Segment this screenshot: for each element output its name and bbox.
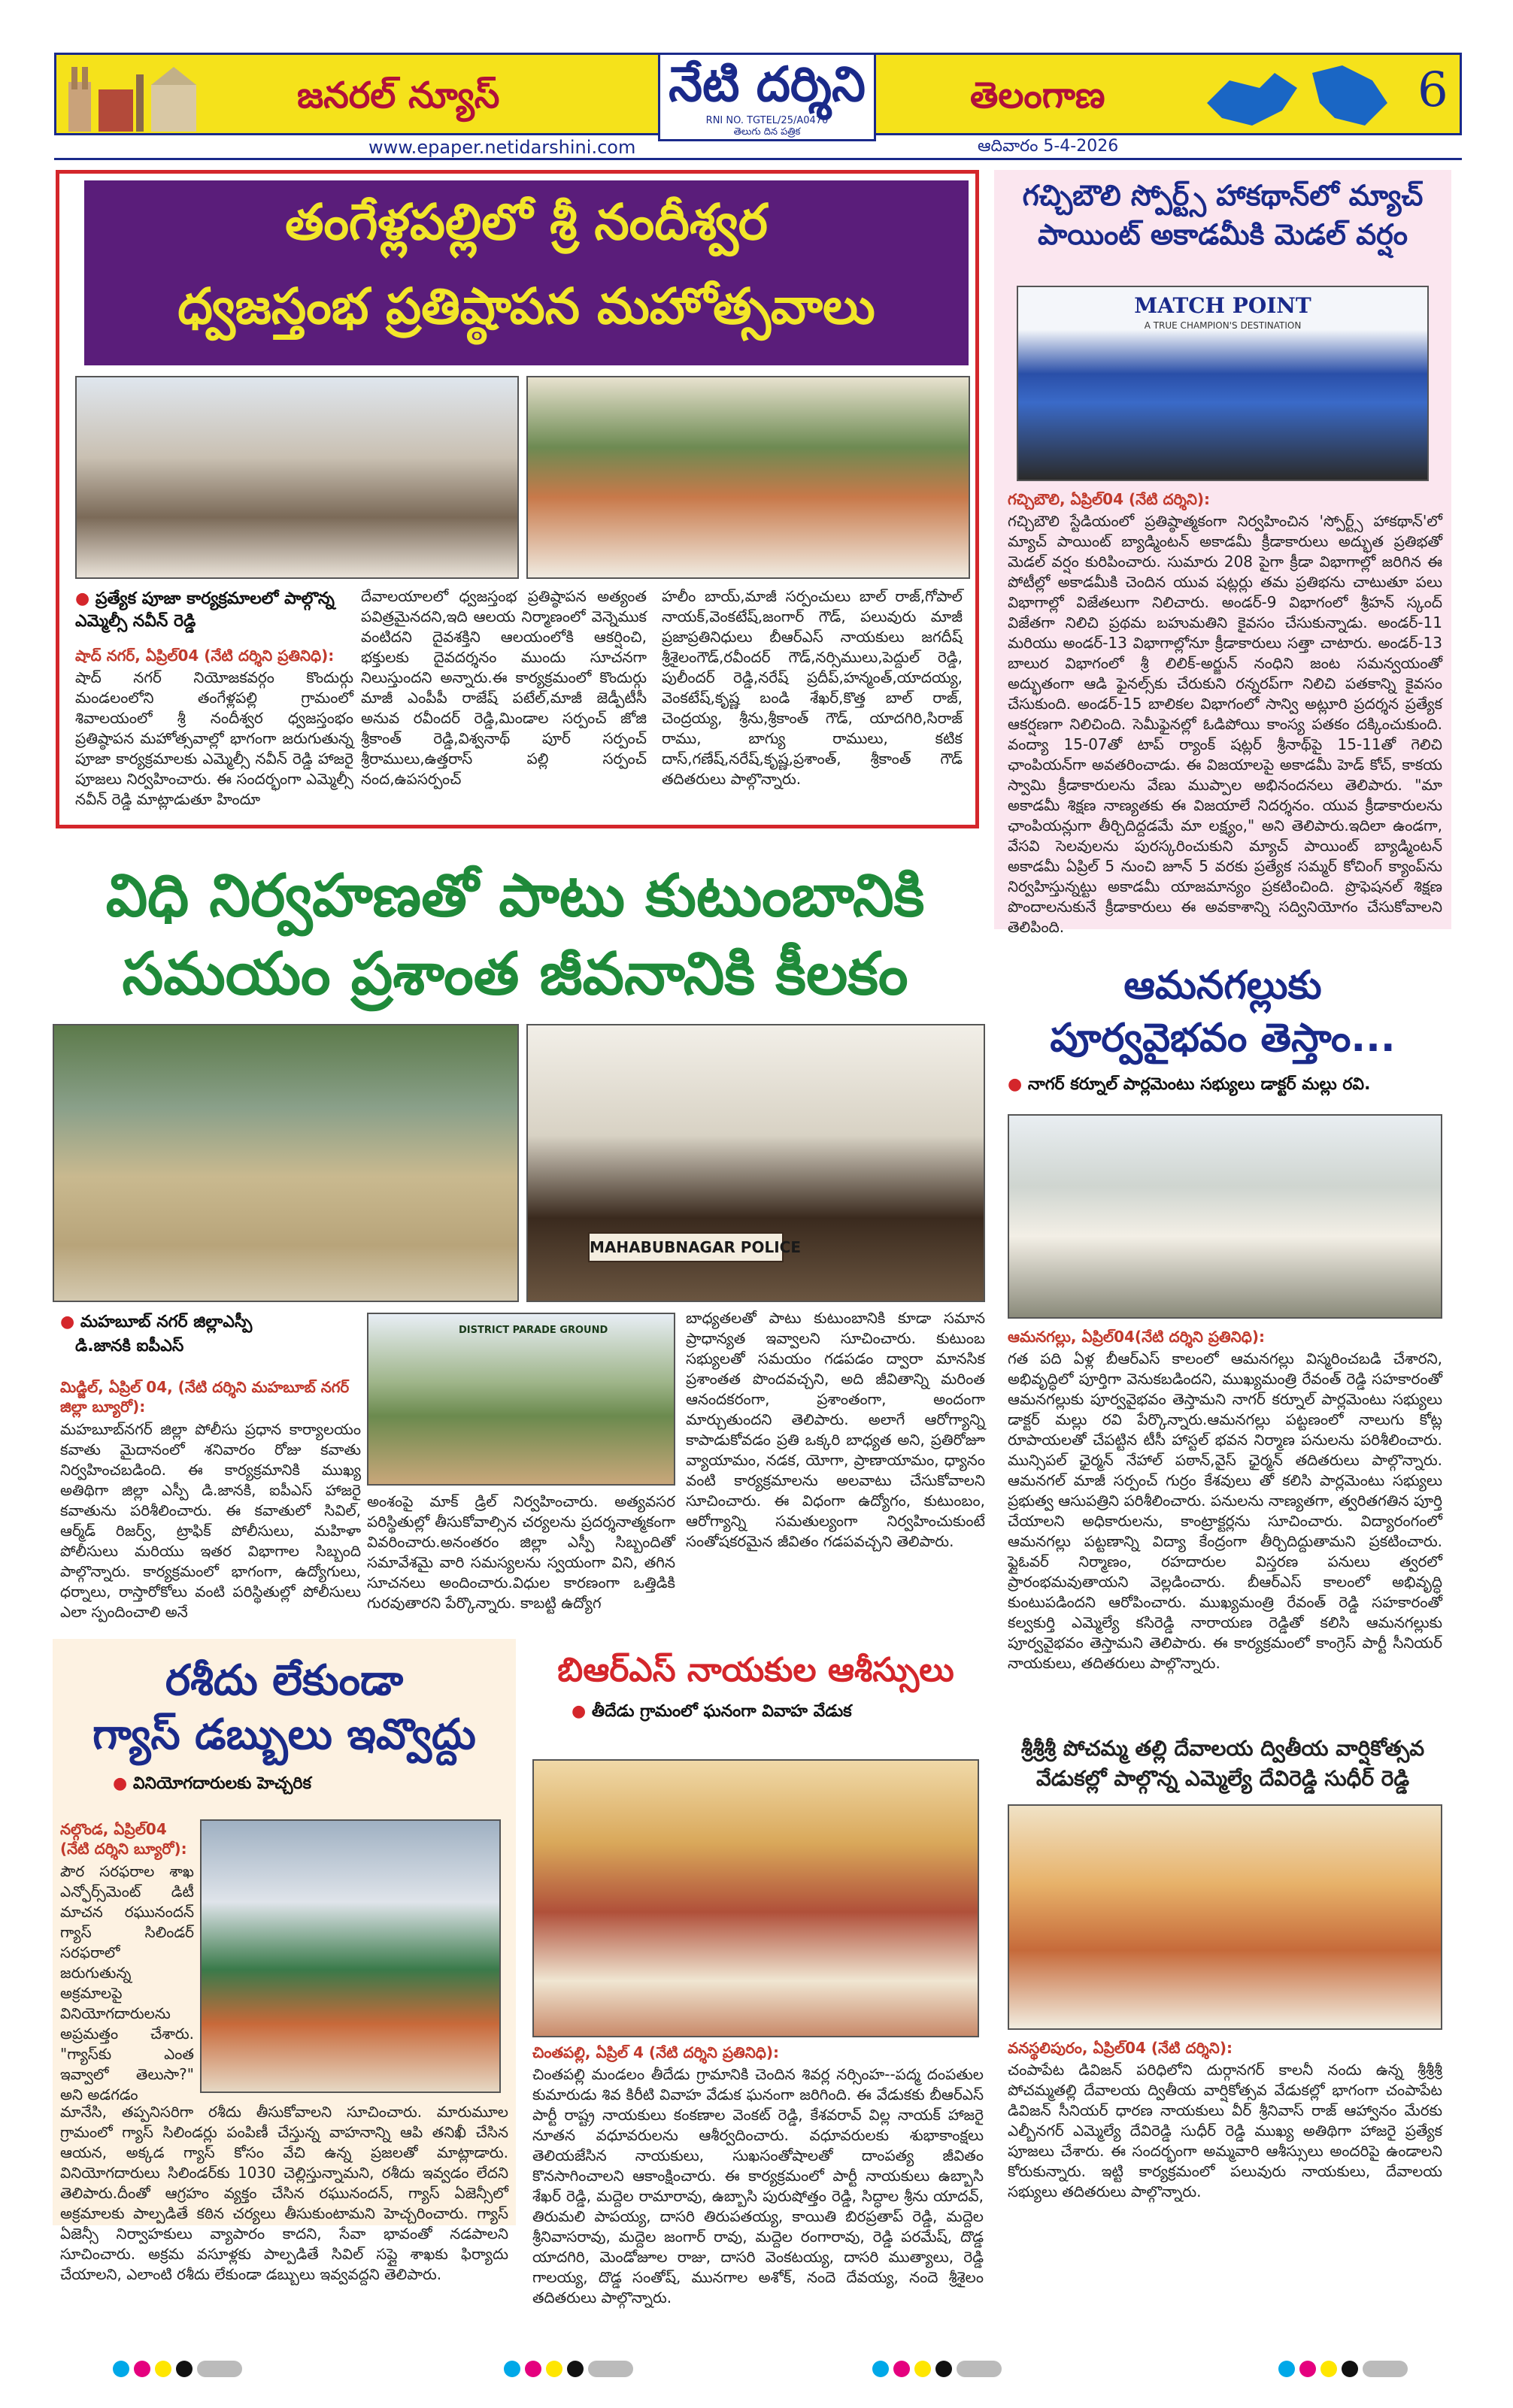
- logo-tagline: తెలుగు దిన పత్రిక: [733, 126, 801, 138]
- story-pochamma-dateline: వనస్థలిపురం, ఏప్రిల్04 (నేటి దర్శిని):: [1008, 2039, 1233, 2057]
- photo-gas-inspection: [200, 1819, 501, 2093]
- magenta-mark: [1299, 2361, 1316, 2377]
- story-nandeeshwara-headline: [84, 180, 969, 365]
- photo-parade-ground: [367, 1313, 675, 1486]
- issue-date: ఆదివారం 5-4-2026: [978, 137, 1119, 156]
- photo-wedding: [532, 1759, 979, 2037]
- newspaper-logo: [658, 53, 876, 141]
- grey-mark: [1363, 2361, 1408, 2377]
- story-gas-col-narrow: పౌర సరఫరాల శాఖ ఎన్ఫోర్స్‌మెంట్ డిటీ మాచన రఘునందన్ గ్యాస్ సిలిండర్ సరఫరాలో జరుగుతున్న అక్రమాలపై వినియోగదారులను అప్రమత్తం చేశారు. "గ్యాస్‌కు ఎంత ఇవ్వాలో తెలుసా?" అని అడగడం: [60, 1862, 194, 2104]
- story-gas-dateline: నల్గొండ, ఏప్రిల్04 (నేటి దర్శిని బ్యూరో):: [60, 1820, 187, 1858]
- story-matchpoint-body: గచ్చిబౌలి స్టేడియంలో ప్రతిష్ఠాత్మకంగా నిర్వహించిన 'స్పోర్ట్స్ హాకథాన్'లో మ్యాచ్ పాయింట్ బ్యాడ్మింటన్ అకాడమీ క్రీడాకారులు అద్భుత ప్రతిభతో మెడల్ వర్షం కురిపించారు. సుమారు 208 పైగా క్రీడా విభాగాల్లో జరిగిన ఈ పోటీల్లో అకాడమీకి చెందిన యువ షట్లర్లు తమ ప్రతిభను చాటుతూ పలు విభాగాల్లో విజేతలుగా నిలిచారు. అండర్-9 విభాగంలో శ్రీహన్ స్కంద్ విజేతగా నిలిచి ప్రథమ బహుమతిని కైవసం చేసుకున్నాడు. అండర్-11 మరియు అండర్-13 విభాగాల్లోనూ క్రీడాకారులు సత్తా చాటారు. అండర్-13 బాలుర విభాగంలో శ్రీ లిలిక్-అర్జున్ నంధిని జంట సమన్వయంతో అద్భుతంగా ఆడి ఫైనల్స్‌కు చేరుకుని రన్నరప్‌గా నిలిచి పతకాన్ని కైవసం చేసుకుంది. అండర్-15 బాలికల విభాగంలో సాన్వి అట్లూరి ప్రదర్శన ప్రత్యేక ఆకర్షణగా నిలిచింది. సెమీఫైనల్లో ఓడిపోయి కాంస్య పతకం దక్కించుకుంది. వంద్యా 15-07తో టాప్ ర్యాంక్ షట్లర్ శ్రీనాథ్‌పై 15-11తో గెలిచి ఛాంపియన్‌గా అవతరించాడు. ఈ విజయాలపై అకాడమీ హెడ్ కోచ్, కాకయ స్వామి క్రీడాకారులను వేణు ముప్పాల అభినందనలు తెలిపారు. "మా అకాడమీ శిక్షణ నాణ్యతకు ఈ విజయాలే నిదర్శనం. యువ క్రీడాకారులను ఛాంపియన్లుగా తీర్చిదిద్దడమే మా లక్ష్యం," అని తెలిపారు.ఇదిలా ఉండగా, వేసవి సెలవులను పురస్కరించుకుని మ్యాచ్ పాయింట్ బ్యాడ్మింటన్ అకాడమీ ఏప్రిల్ 5 నుంచి జూన్ 5 వరకు ప్రత్యేక సమ్మర్ కోచింగ్ క్యాంప్‌ను నిర్వహిస్తున్నట్టు అకాడమీ యాజమాన్యం ప్రకటించింది. ప్రొఫెషనల్ శిక్షణ పొందాలనుకునే క్రీడాకారులు ఈ అవకాశాన్ని సద్వినియోగం చేసుకోవాలని తెలిపింది.: [1008, 512, 1442, 936]
- grey-mark: [957, 2361, 1002, 2377]
- story-gas-subhead: [113, 1774, 489, 1797]
- logo-rni: RNI NO. TGTEL/25/A0470: [705, 115, 829, 126]
- yellow-mark: [914, 2361, 931, 2377]
- epaper-url[interactable]: www.epaper.netidarshini.com: [368, 137, 636, 158]
- photo-banner-tag: A TRUE CHAMPION'S DESTINATION: [1144, 320, 1302, 331]
- story-police-headline-2: సమయం ప్రశాంత జీవనానికి కీలకం: [122, 940, 908, 1008]
- story-nandeeshwara-col1: షాద్ నగర్ నియోజకవర్గం కొందుర్గు మండలంలోని తంగేళ్లపల్లి గ్రామంలో శివాలయంలో శ్రీ నందీశ్వర ధ్వజస్తంభం ప్రతిష్ఠాపన మహోత్సవాల్లో భాగంగా జరుగుతున్న పూజా కార్యక్రమాలకు ఎమ్మెల్సీ నవీన్ రెడ్డి హాజరై పూజలు నిర్వహించారు. ఈ సందర్భంగా ఎమ్మెల్సీ నవీన్ రెడ్డి మాట్లాడుతూ హిందూ: [75, 668, 353, 808]
- black-mark: [935, 2361, 952, 2377]
- grey-mark: [197, 2361, 242, 2377]
- photo-mp-inspection: [1008, 1114, 1442, 1319]
- story-police-caption: [60, 1313, 361, 1335]
- photo-mlc-pooja: [75, 376, 519, 579]
- story-brs-dateline: చింతపల్లి, ఏప్రిల్ 4 (నేటి దర్శిని ప్రతినిధి):: [532, 2043, 779, 2061]
- masthead-rule: [54, 158, 1462, 160]
- magenta-mark: [525, 2361, 541, 2377]
- yellow-mark: [1320, 2361, 1337, 2377]
- headline-line-1: గచ్చిబౌలి స్పోర్ట్స్ హాకథాన్‌లో మ్యాచ్: [1022, 179, 1424, 212]
- story-nandeeshwara-dateline: షాద్ నగర్, ఏప్రిల్04 (నేటి దర్శిని ప్రతినిధి):: [75, 647, 335, 665]
- photo-matchpoint-team: [1017, 286, 1429, 481]
- headline-line-2: గ్యాస్ డబ్బులు ఇవ్వొద్దు: [92, 1710, 476, 1759]
- yellow-mark: [155, 2361, 171, 2377]
- story-gas-headline: [53, 1654, 516, 1762]
- podium-sign: MAHABUBNAGAR POLICE: [588, 1232, 784, 1262]
- grey-mark: [588, 2361, 633, 2377]
- story-brs-body: చింతపల్లి మండలం తీదేడు గ్రామానికి చెందిన శివర్ల నర్సింహ--పద్మ దంపతుల కుమారుడు శివ కిరీటి వివాహ వేడుక ఘనంగా జరిగింది. ఈ వేడుకకు బీఆర్ఎస్ పార్టీ రాష్ట్ర నాయకులు కంకణాల వెంకట్ రెడ్డి, కేశవరావ్ విల్ల నాయక్ హాజరై నూతన వధూవరులను ఆశీర్వదించారు. వధూవరులకు శుభాకాంక్షలు తెలియజేసిన నాయకులు, సుఖసంతోషాలతో దాంపత్య జీవితం కొనసాగించాలని ఆకాంక్షించారు. ఈ కార్యక్రమంలో పార్టీ నాయకులు ఉబ్బాసి శేఖర్ రెడ్డి, మద్దెల రామారావు, ఉబ్బాసి పురుషోత్తం రెడ్డి, సిద్ధాల శ్రీను యాదవ్, తిరుమలి పాపయ్య, దాసరి తిరుపతయ్య, కాయితి బిరప్రతాప్ రెడ్డి, మద్దెల శ్రీనివాసరావు, మద్దెల జంగార్ రావు, మద్దెల రంగారావు, రెడ్డి పరమేష్, దొడ్డ యాదగిరి, మెండోజూల రాజు, దాసరి వెంకటయ్య, దాసరి ముత్యాలు, రెడ్డి గాలయ్య, దొడ్డ సంతోష్, మునగాల అశోక్, నందె దేవయ్య, నందె శ్రీశైలం తదితరులు పాల్గొన్నారు.: [532, 2065, 984, 2307]
- headline-line-2: వేడుకల్లో పాల్గొన్న ఎమ్మెల్యే దేవిరెడ్డి సుధీర్ రెడ్డి: [1035, 1766, 1410, 1791]
- story-amanagallu-dateline: ఆమనగల్లు, ఏప్రిల్04(నేటి దర్శిని ప్రతినిధి):: [1008, 1328, 1265, 1346]
- story-nandeeshwara-caption: [75, 588, 353, 633]
- story-pochamma-body: చంపాపేట డివిజన్ పరిధిలోని దుర్గానగర్ కాలనీ నందు ఉన్న శ్రీశ్రీశ్రీ పోచమ్మతల్లి దేవాలయ ద్వితీయ వార్షికోత్సవ వేడుకల్లో భాగంగా చంపాపేట డివిజన్ సీనియర్ ధారణ నాయకులు వీర్ శ్రీనివాస్ రాజ్ ఆహ్వానం మేరకు ఎల్బీనగర్ ఎమ్మెల్యే దేవిరెడ్డి సుధీర్ రెడ్డి ముఖ్య అతిథిగా హాజరై ప్రత్యేక పూజలు చేశారు. ఈ సందర్భంగా అమ్మవారి ఆశీస్సులు అందరిపై ఉండాలని కోరుకున్నారు. ఇట్టి కార్యక్రమంలో పలువురు నాయకులు, దేవాలయ సభ్యులు తదితరులు పాల్గొన్నారు.: [1008, 2061, 1442, 2201]
- registration-marks-center: [504, 2361, 633, 2377]
- subhead-text: వినియోగదారులకు హెచ్చరిక: [132, 1774, 311, 1793]
- story-brs-subhead: [572, 1702, 978, 1725]
- story-gas-body: మానేసి, తప్పనిసరిగా రశీదు తీసుకోవాలని సూచించారు. మారుమూల గ్రామంలో గ్యాస్ సిలిండర్లు పంపిణీ చేస్తున్న వాహనాన్ని ఆపి తనిఖీ చేసిన ఆయన, అక్కడ గ్యాస్ కోసం వేచి ఉన్న ప్రజలతో మాట్లాడారు. వినియోగదారులు సిలిండర్‌కు 1030 చెల్లిస్తున్నామని, రశీదు ఇవ్వడం లేదని తెలిపారు.దీంతో ఆగ్రహం వ్యక్తం చేసిన రఘునందన్, గ్యాస్ ఏజెన్సీలో అక్రమాలకు పాల్పడితే కఠిన చర్యలు తీసుకుంటామని హెచ్చరించారు. గ్యాస్ ఏజెన్సీ నిర్వాహకులు వ్యాపారం కాదని, సేవా భావంతో నడపాలని సూచించారు. అక్రమ వసూళ్లకు పాల్పడితే సివిల్ సప్లై శాఖకు ఫిర్యాదు చేయాలని, ఎలాంటి రశీదు లేకుండా డబ్బులు ఇవ్వవద్దని తెలిపారు.: [60, 2103, 508, 2283]
- logo-text: నేటి దర్శిని: [669, 57, 866, 113]
- story-police-dateline: మిడ్జిల్, ఏప్రిల్ 04, (నేటి దర్శిని మహబూబ్ నగర్ జిల్లా బ్యూరో):: [60, 1378, 350, 1416]
- story-police-col3: బాధ్యతలతో పాటు కుటుంబానికి కూడా సమాన ప్రాధాన్యత ఇవ్వాలని సూచించారు. కుటుంబ సభ్యులతో సమయం గడపడం ద్వారా మానసిక ప్రశాంతత పొందవచ్చని, అది జీవితాన్ని మరింత ఆనందకరంగా, ప్రశాంతంగా, అందంగా మార్చుతుందని తెలిపారు. అలాగే ఆరోగ్యాన్ని కాపాడుకోవడం ప్రతి ఒక్కరి బాధ్యత అని, ప్రతిరోజూ వ్యాయామం, నడక, యోగా, ప్రాణాయామం, ధ్యానం వంటి కార్యక్రమాలను అలవాటు చేసుకోవాలని సూచించారు. ఈ విధంగా ఉద్యోగం, కుటుంబం, ఆరోగ్యాన్ని సమతుల్యంగా నిర్వహించుకుంటే సంతోషకరమైన జీవితం గడపవచ్చని తెలిపారు.: [686, 1309, 985, 1550]
- photo-police-drill: [53, 1024, 519, 1302]
- bullet-icon: ●: [1008, 1075, 1028, 1094]
- caption-text: ప్రత్యేక పూజా కార్యక్రమాలలో పాల్గొన్న ఎమ్మెల్సీ నవీన్ రెడ్డి: [75, 589, 335, 631]
- black-mark: [176, 2361, 193, 2377]
- headline-line-2: పాయింట్ అకాడమీకి మెడల్ వర్షం: [1038, 218, 1408, 251]
- page-number: 6: [1417, 62, 1448, 118]
- story-police-caption-2: డి.జానకి ఐపీఎస్: [75, 1337, 184, 1355]
- photo-sp-podium: [526, 1024, 985, 1302]
- bullet-icon: ●: [113, 1774, 133, 1793]
- bullet-icon: ●: [60, 1313, 80, 1331]
- headline-line-2: ధ్వజస్తంభ ప్రతిష్ఠాపన మహోత్సవాలు: [177, 277, 875, 335]
- bullet-icon: ●: [572, 1702, 592, 1721]
- cyan-mark: [872, 2361, 889, 2377]
- registration-marks-left: [113, 2361, 242, 2377]
- map-illustration: [1199, 58, 1395, 133]
- headline-line-1: తంగేళ్లపల్లిలో శ్రీ నందీశ్వర: [285, 193, 768, 251]
- black-mark: [567, 2361, 584, 2377]
- caption-text-1: మహబూబ్ నగర్ జిల్లాఎస్పీ: [80, 1313, 253, 1331]
- section-title-right: తెలంగాణ: [970, 74, 1105, 117]
- subhead-text: నాగర్ కర్నూల్ పార్లమెంటు సభ్యులు డాక్టర్ మల్లు రవి.: [1027, 1075, 1371, 1094]
- headline-line-1: శ్రీశ్రీశ్రీ పోచమ్మ తల్లి దేవాలయ ద్వితీయ వార్షికోత్సవ: [1020, 1736, 1425, 1761]
- photo-temple-anniversary: [1008, 1804, 1442, 2030]
- headline-line-2: పూర్వవైభవం తెస్తాం...: [1050, 1016, 1396, 1061]
- yellow-mark: [546, 2361, 562, 2377]
- story-nandeeshwara-col2: దేవాలయాలలో ధ్వజస్తంభ ప్రతిష్ఠాపన అత్యంత పవిత్రమైనదని,ఇది ఆలయ నిర్మాణంలో వెన్నెముక వంటిదని దైవశక్తిని ఆలయంలోకి ఆకర్షించి, భక్తులకు దైవదర్శనం ముందు సూచనగా నిలుస్తుందని అన్నారు.ఈ కార్యక్రమంలో కొందుర్గు మాజీ ఎంపీపీ రాజేష్ పటేల్,మాజీ జెడ్పీటీసీ అనువ రవీందర్ రెడ్డి,మిండాల సర్పంచ్ జోజి శ్రీకాంత్ రెడ్డి,విశ్వనాథ్ పూర్ సర్పంచ్ శ్రీరాములు,ఉత్తరాస్ పల్లి సర్పంచ్ నంద,ఉపసర్పంచ్: [361, 587, 647, 788]
- black-mark: [1342, 2361, 1358, 2377]
- registration-marks-far-right: [1278, 2361, 1408, 2377]
- section-title-left: జనరల్ న్యూస్: [297, 74, 500, 117]
- story-amanagallu-subhead: [1008, 1075, 1451, 1098]
- parade-ground-sign: DISTRICT PARADE GROUND: [459, 1325, 608, 1336]
- photo-banner-text: MATCH POINT: [1134, 293, 1311, 318]
- headline-line-1: రశీదు లేకుండా: [165, 1656, 404, 1705]
- story-nandeeshwara-col3: హలీం బాయ్,మాజీ సర్పంచులు బాల్ రాజ్,గోపాల్ నాయక్,వెంకటేష్,జంగార్ గౌడ్, పలువురు మాజీ ప్రజాప్రతినిధులు బీఆర్ఎస్ నాయకులు జగదీష్ శ్రీశైలంగౌడ్,రవీందర్ గౌడ్,నర్సిములు,పెద్దుల్ రెడ్డి, పులీందర్ రెడ్డి,నరేష్ ప్రదీప్,హన్మంత్,యాదయ్య, వెంకటేష్,కృష్ణ బండి శేఖర్,కొత్త బాల్ రాజ్, చెంద్రయ్య, శ్రీను,శ్రీకాంత్ గౌడ్, యాదగిరి,సిరాజ్ రాము, బాగ్యు రాములు, కటిక దాస్,గణేష్,నరేష్,కృష్ణ,ప్రశాంత్, శ్రీకాంత్ గౌడ్ తదితరులు పాల్గొన్నారు.: [662, 587, 963, 788]
- cyan-mark: [504, 2361, 520, 2377]
- story-police-col2: అంశంపై మాక్ డ్రిల్ నిర్వహించారు. అత్యవసర పరిస్థితుల్లో తీసుకోవాల్సిన చర్యలను ప్రదర్శనాత్మకంగా వివరించారు.అనంతరం జిల్లా ఎస్పీ సిబ్బందితో సమావేశమై వారి సమస్యలను స్వయంగా విని, తగిన సూచనలు అందించారు.విధుల కారణంగా ఒత్తిడికి గురవుతారని పేర్కొన్నారు. కాబట్టి ఉద్యోగ: [367, 1492, 675, 1612]
- story-amanagallu-headline: [994, 959, 1451, 1065]
- registration-marks-right: [872, 2361, 1002, 2377]
- bullet-icon: ●: [75, 589, 96, 608]
- story-brs-headline: బిఆర్ఎస్ నాయకుల ఆశీస్సులు: [557, 1651, 954, 1689]
- headline-line-1: ఆమనగల్లుకు: [1123, 963, 1322, 1008]
- cyan-mark: [113, 2361, 129, 2377]
- landmarks-illustration: [61, 59, 211, 132]
- story-matchpoint-dateline: గచ్చిబౌలి, ఏప్రిల్04 (నేటి దర్శిని):: [1008, 490, 1211, 508]
- story-matchpoint-headline: [994, 176, 1451, 254]
- story-police-col1: మహబూబ్‌నగర్ జిల్లా పోలీసు ప్రధాన కార్యాలయం కవాతు మైదానంలో శనివారం రోజు కవాతు నిర్వహించబడింది. ఈ కార్యక్రమానికి ముఖ్య అతిథిగా జిల్లా ఎస్పీ డి.జానకి, ఐపీఎస్ హాజరై కవాతును పరిశీలించారు. ఈ కవాతులో సివిల్, ఆర్మ్‌డ్ రిజర్వ్, ట్రాఫిక్ పోలీసులు, మహిళా పోలీసులు మరియు ఇతర విభాగాల సిబ్బంది పాల్గొన్నారు. కార్యక్రమంలో భాగంగా, ఉద్యోగులు, ధర్నాలు, రాస్తారోకోలు వంటి పరిస్థితుల్లో పోలీసులు ఎలా స్పందించాలి అనే: [60, 1420, 361, 1621]
- cyan-mark: [1278, 2361, 1295, 2377]
- magenta-mark: [134, 2361, 150, 2377]
- story-amanagallu-body: గత పది ఏళ్ల బీఆర్ఎస్ కాలంలో ఆమనగల్లు విస్మరించబడి చేశారని, అభివృద్ధిలో పూర్తిగా వెనుకబడిందని, ముఖ్యమంత్రి రేవంత్ రెడ్డి సహకారంతో ఆమనగల్లుకు పూర్వవైభవం తెస్తామని నాగర్ కర్నూల్ పార్లమెంటు సభ్యులు డాక్టర్ మల్లు రవి పేర్కొన్నారు.ఆమనగల్లు పట్టణంలో నాలుగు కోట్ల రూపాయలతో చేపట్టిన టీసీ హాస్టల్ భవన నిర్మాణ పనులను పరిశీలించారు. మున్సిపల్ ఛైర్మన్ నేహాల్ పఠాన్,వైస్ ఛైర్మన్ తదితరులు పాల్గొన్నారు. ఆమనగల్ మాజీ సర్పంచ్ గుర్రం కేశవులు తో కలిసి పార్లమెంటు సభ్యులు ప్రభుత్వ ఆసుపత్రిని పరిశీలించారు. పనులను నాణ్యతగా, త్వరితగతిన పూర్తి చేయాలని అధికారులను, కాంట్రాక్టర్లను సూచించారు. విద్యారంగంలో ఆమనగల్లు పట్టణాన్ని విద్యా కేంద్రంగా తీర్చిదిద్దుతామని ప్రకటించారు. ఫ్లైఓవర్ నిర్మాణం, రహదారుల విస్తరణ పనులు త్వరలో ప్రారంభమవుతాయని వెల్లడించారు. బీఆర్ఎస్ కాలంలో అభివృద్ధి కుంటుపడిందని ఆరోపించారు. ముఖ్యమంత్రి రేవంత్ రెడ్డి సహకారంతో కల్వకుర్తి ఎమ్మెల్యే కసిరెడ్డి నారాయణ రెడ్డితో కలిసి ఆమనగల్లుకు పూర్వవైభవం తెస్తామని తెలిపారు. ఈ కార్యక్రమంలో కాంగ్రెస్ పార్టీ సీనియర్ నాయకులు, తదితరులు పాల్గొన్నారు.: [1008, 1349, 1442, 1672]
- story-police-headline-1: విధి నిర్వహణతో పాటు కుటుంబానికి: [105, 862, 925, 930]
- magenta-mark: [893, 2361, 910, 2377]
- subhead-text: తీదేడు గ్రామంలో ఘనంగా వివాహ వేడుక: [591, 1702, 852, 1721]
- photo-gathering: [526, 376, 970, 579]
- story-pochamma-headline: [994, 1734, 1451, 1794]
